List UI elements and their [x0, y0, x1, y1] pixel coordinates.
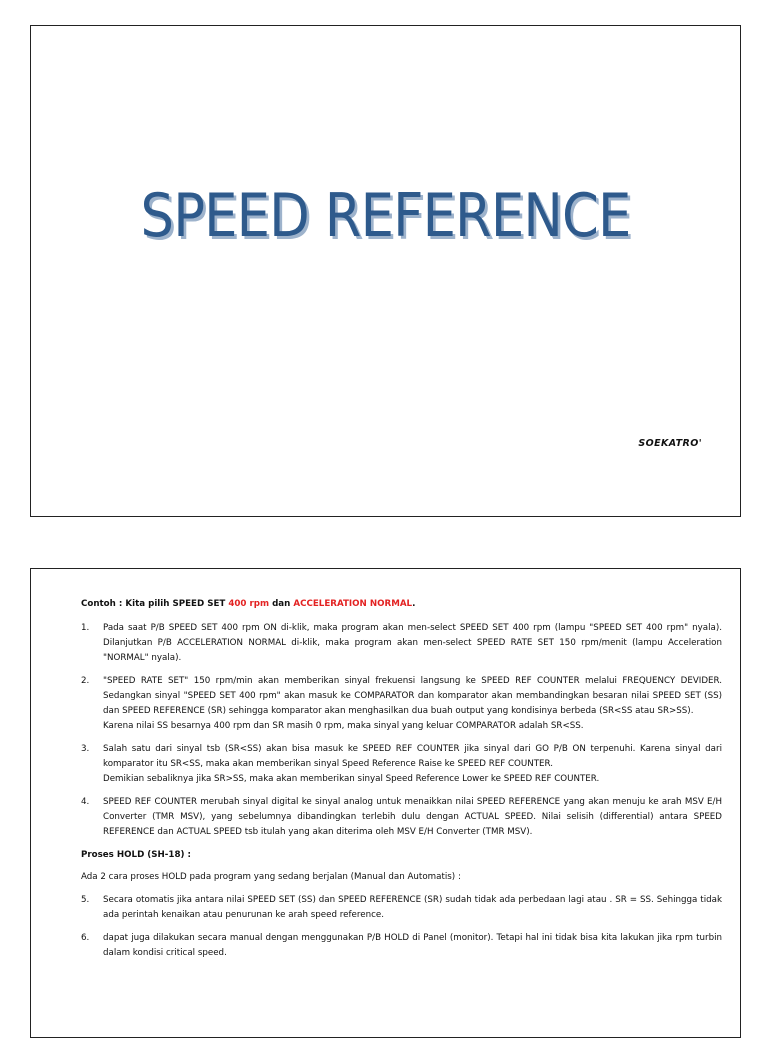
list-number: 5. — [81, 895, 90, 905]
list-number: 1. — [81, 623, 90, 633]
list-item — [81, 742, 722, 787]
list-text: Pada saat P/B SPEED SET 400 rpm ON di-klik, maka program akan men-select SPEED SET 400 rpm (lampu "SPEED SET 400 rpm" nyala). Dilanjutkan P/B ACCELERATION NORMAL di-klik, maka program akan men-select SPEED RATE SET 150 rpm/menit (lampu Acceleration "NORMAL" nyala). — [103, 623, 722, 663]
list-text: Karena nilai SS besarnya 400 rpm dan SR masih 0 rpm, maka sinyal yang keluar COMPARATOR adalah SR<SS. — [103, 721, 584, 731]
author-name: SOEKATRO' — [638, 438, 702, 449]
list-text: dapat juga dilakukan secara manual dengan menggunakan P/B HOLD di Panel (monitor). Tetapi hal ini tidak bisa kita lakukan jika rpm turbin dalam kondisi critical speed. — [103, 933, 722, 958]
list-item — [81, 893, 722, 923]
intro-suffix: . — [412, 599, 416, 609]
hold-heading: Proses HOLD (SH-18) : — [81, 850, 191, 860]
list-number: 4. — [81, 797, 90, 807]
list-number: 2. — [81, 676, 90, 686]
list-text: Demikian sebaliknya jika SR>SS, maka akan memberikan sinyal Speed Reference Lower ke SPEED REF COUNTER. — [103, 774, 600, 784]
title-slide — [30, 25, 741, 517]
list-number: 6. — [81, 933, 90, 943]
slide-title: SPEED REFERENCE — [140, 181, 631, 251]
list-number: 3. — [81, 744, 90, 754]
list-text: SPEED REF COUNTER merubah sinyal digital ke sinyal analog untuk menaikkan nilai SPEED REFERENCE yang akan menuju ke arah MSV E/H Converter (TMR MSV), yang sebelumnya dibandingkan terlebih dulu dengan ACTUAL SPEED. Nilai selisih (differential) antara SPEED REFERENCE dan ACTUAL SPEED tsb itulah yang akan diterima oleh MSV E/H Converter (TMR MSV). — [103, 797, 722, 837]
list-item — [81, 931, 722, 961]
list-text: Salah satu dari sinyal tsb (SR<SS) akan bisa masuk ke SPEED REF COUNTER jika sinyal dari GO P/B ON terpenuhi. Karena sinyal dari komparator itu SR<SS, maka akan memberikan sinyal Speed Reference Raise ke SPEED REF COUNTER. — [103, 744, 722, 769]
list-text: Secara otomatis jika antara nilai SPEED SET (SS) dan SPEED REFERENCE (SR) sudah tidak ada perbedaan lagi atau . SR = SS. Sehingga tidak ada perintah kenaikan atau penurunan ke arah speed reference. — [103, 895, 722, 920]
content-slide — [30, 568, 741, 1038]
intro-prefix: Contoh : Kita pilih SPEED SET — [81, 599, 229, 609]
intro-speed: 400 rpm — [228, 599, 270, 609]
example-intro — [81, 597, 722, 612]
intro-middle: dan — [269, 599, 294, 609]
list-item — [81, 674, 722, 734]
list-text: "SPEED RATE SET" 150 rpm/min akan memberikan sinyal frekuensi langsung ke SPEED REF COUNTER melalui FREQUENCY DEVIDER. Sedangkan sinyal "SPEED SET 400 rpm" akan masuk ke COMPARATOR dan komparator akan membandingkan besaran nilai SPEED SET (SS) dan SPEED REFERENCE (SR) sehingga komparator akan menghasilkan dua buah output yang kondisinya berbeda (SR<SS atau SR>SS). — [103, 676, 722, 716]
list-item — [81, 621, 722, 666]
hold-intro: Ada 2 cara proses HOLD pada program yang sedang berjalan (Manual dan Automatis) : — [81, 872, 461, 882]
list-item — [81, 795, 722, 840]
content-body — [81, 597, 722, 969]
intro-acceleration: ACCELERATION NORMAL — [293, 599, 413, 609]
